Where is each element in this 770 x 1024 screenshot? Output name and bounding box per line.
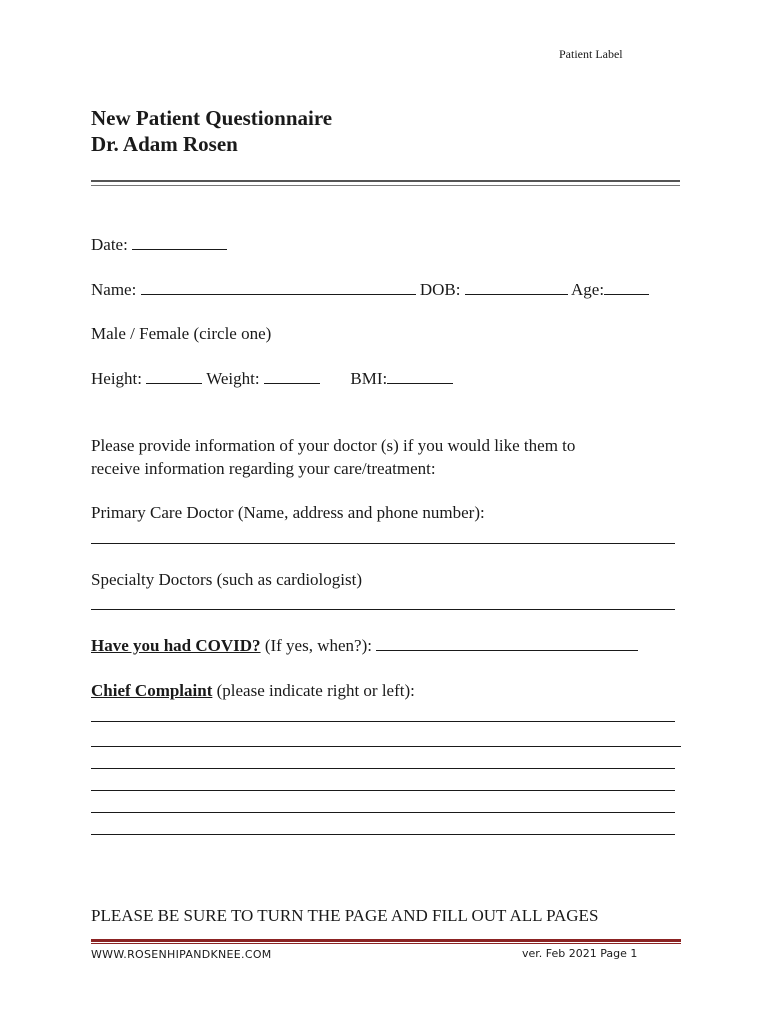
doctor-name: Dr. Adam Rosen <box>91 132 238 156</box>
complaint-label: Chief Complaint <box>91 681 213 700</box>
bmi-label: BMI: <box>350 369 388 388</box>
weight-label: Weight: <box>206 369 260 388</box>
doctor-intro-line2: receive information regarding your care/treatment: <box>91 459 436 478</box>
date-label: Date: <box>91 235 128 254</box>
covid-question: Have you had COVID? <box>91 636 261 655</box>
complaint-row <box>91 681 415 701</box>
complaint-line-1[interactable] <box>91 721 675 722</box>
age-field[interactable] <box>604 280 649 295</box>
complaint-line-4[interactable] <box>91 790 675 791</box>
specialty-field[interactable] <box>91 609 675 610</box>
complaint-line-2[interactable] <box>91 746 681 747</box>
footer-divider <box>91 939 681 944</box>
complaint-line-5[interactable] <box>91 812 675 813</box>
covid-row <box>91 636 638 656</box>
date-row <box>91 235 227 255</box>
height-field[interactable] <box>146 369 202 384</box>
date-field[interactable] <box>132 235 227 250</box>
height-label: Height: <box>91 369 142 388</box>
title-divider <box>91 180 680 186</box>
patient-label: Patient Label <box>559 47 623 61</box>
turn-page-notice: PLEASE BE SURE TO TURN THE PAGE AND FILL OUT ALL PAGES <box>91 906 599 925</box>
complaint-hint: (please indicate right or left): <box>216 681 415 700</box>
weight-field[interactable] <box>264 369 320 384</box>
covid-followup: (If yes, when?): <box>264 636 372 655</box>
dob-field[interactable] <box>465 280 568 295</box>
sex-option[interactable]: Male / Female (circle one) <box>91 324 272 343</box>
bmi-field[interactable] <box>387 369 453 384</box>
name-row <box>91 280 649 300</box>
footer-version: ver. Feb 2021 Page 1 <box>522 947 638 960</box>
complaint-line-6[interactable] <box>91 834 675 835</box>
doctor-intro-line1: Please provide information of your doctor (s) if you would like them to <box>91 436 576 455</box>
name-field[interactable] <box>141 280 416 295</box>
primary-care-field[interactable] <box>91 543 675 544</box>
complaint-line-3[interactable] <box>91 768 675 769</box>
footer-website: WWW.ROSENHIPANDKNEE.COM <box>91 948 272 961</box>
measurements-row <box>91 369 453 389</box>
name-label: Name: <box>91 280 137 299</box>
form-title: New Patient Questionnaire <box>91 106 333 130</box>
covid-when-field[interactable] <box>376 636 638 651</box>
primary-care-label: Primary Care Doctor (Name, address and phone number): <box>91 503 485 522</box>
age-label: Age: <box>571 280 605 299</box>
dob-label: DOB: <box>419 280 461 299</box>
specialty-label: Specialty Doctors (such as cardiologist) <box>91 570 362 589</box>
